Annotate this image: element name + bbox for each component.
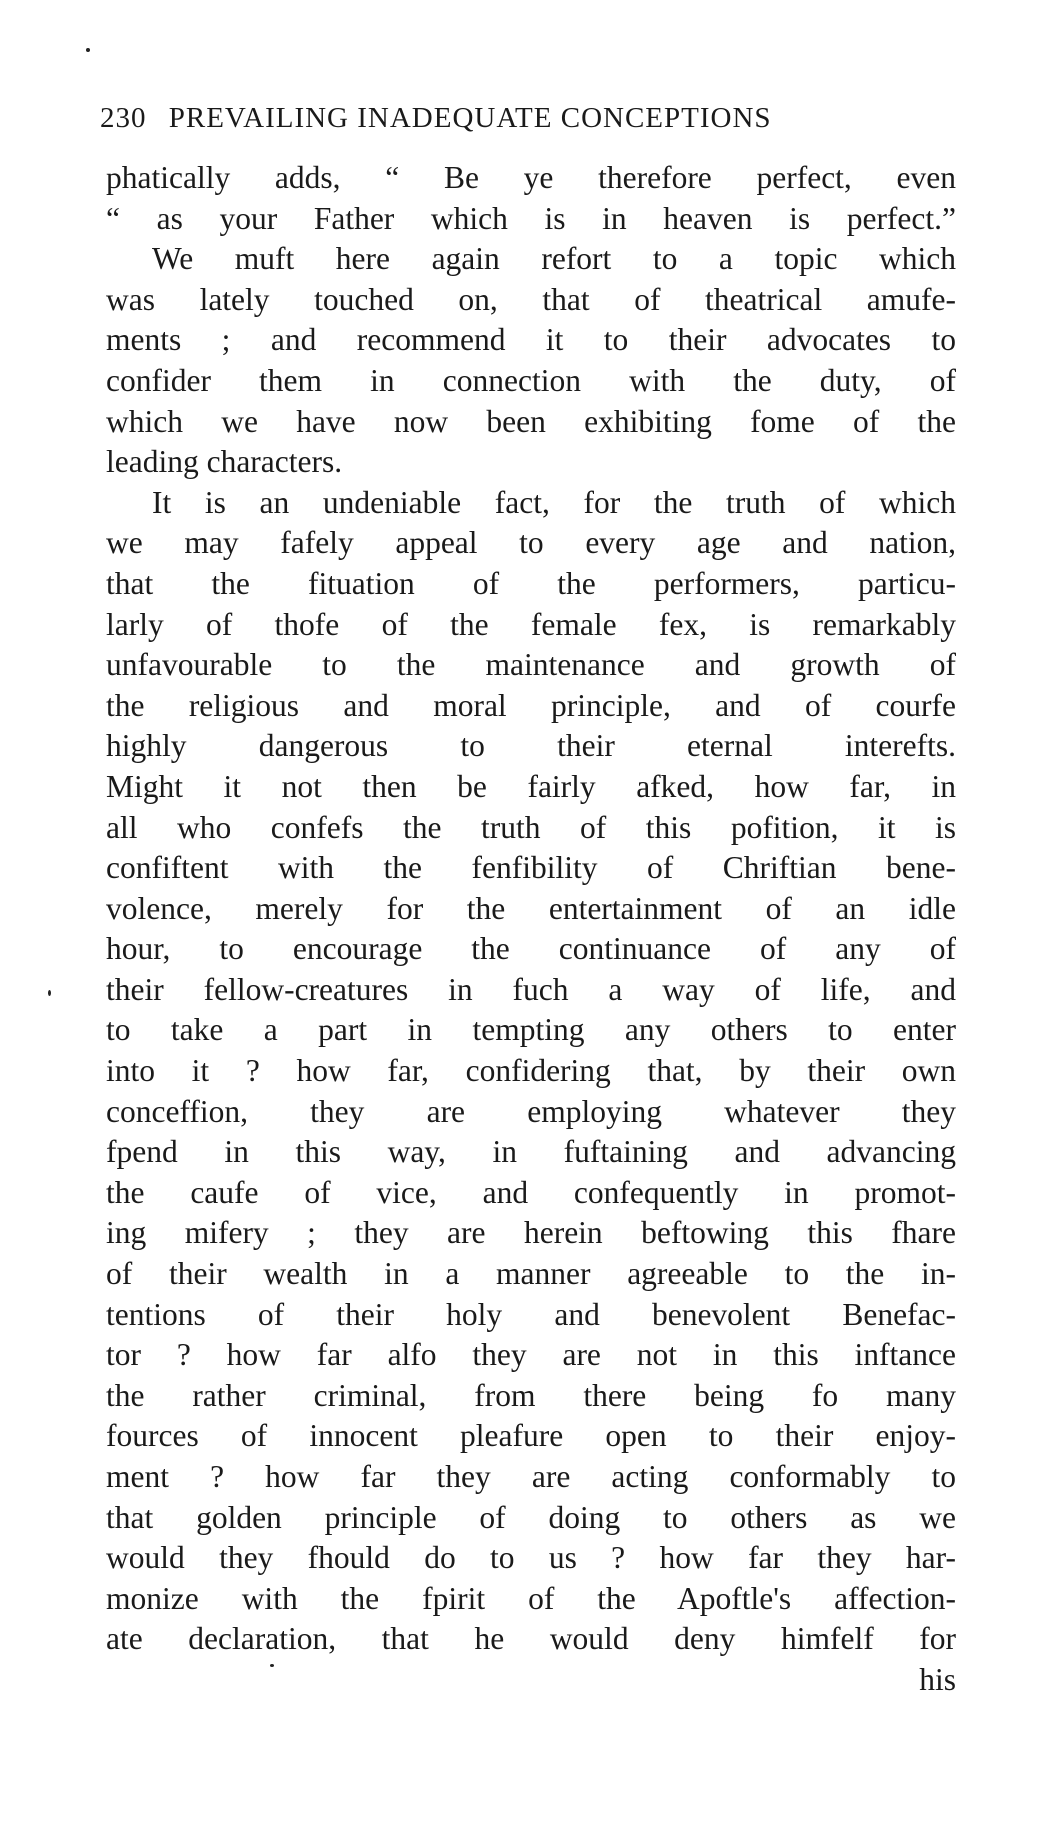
text-line: conceffion, they are employing whatever they xyxy=(106,1093,956,1129)
text-line: ment ? how far they are acting conformably to xyxy=(106,1459,956,1494)
page-number: 230 xyxy=(100,102,147,134)
text-line: the rather criminal, from there being fo many xyxy=(106,1377,956,1413)
text-line: monize with the fpirit of the Apoftle's affection- xyxy=(106,1580,956,1616)
text-line: volence, merely for the entertainment of an idle xyxy=(106,890,956,926)
running-title: PREVAILING INADEQUATE CONCEPTIONS xyxy=(168,102,772,134)
ink-speck xyxy=(48,990,51,996)
text-line: to take a part in tempting any others to enter xyxy=(106,1012,956,1048)
text-line: would they fhould do to us ? how far they har- xyxy=(106,1540,956,1576)
text-line: of their wealth in a manner agreeable to the in- xyxy=(106,1256,956,1292)
text-line: phatically adds, “ Be ye therefore perfect, even xyxy=(106,160,956,195)
text-line: tor ? how far alfo they are not in this inftance xyxy=(106,1337,956,1373)
text-line: we may fafely appeal to every age and nation, xyxy=(106,525,956,561)
text-line: larly of thofe of the female fex, is remarkably xyxy=(106,606,956,642)
text-line: the religious and moral principle, and of courfe xyxy=(106,687,956,723)
ink-speck xyxy=(86,48,90,52)
text-line: the caufe of vice, and confequently in promot- xyxy=(106,1174,956,1210)
text-line: Might it not then be fairly afked, how far, in xyxy=(106,768,956,804)
text-line: tentions of their holy and benevolent Benefac- xyxy=(106,1296,956,1332)
paragraph-first-line: We muft here again refort to a topic which xyxy=(152,241,956,277)
text-line: their fellow-creatures in fuch a way of life, and xyxy=(106,971,956,1007)
paragraph-last-line: leading characters. xyxy=(106,444,343,480)
text-line: which we have now been exhibiting fome of the xyxy=(106,403,956,439)
text-line: ate declaration, that he would deny himfelf for xyxy=(106,1621,956,1657)
page-body xyxy=(106,158,956,1701)
text-line: that the fituation of the performers, particu- xyxy=(106,565,956,601)
paragraph-first-line: It is an undeniable fact, for the truth of which xyxy=(152,484,956,520)
ink-speck xyxy=(270,1664,274,1667)
text-line: all who confefs the truth of this pofition, it is xyxy=(106,809,956,845)
text-line: fources of innocent pleafure open to their enjoy- xyxy=(106,1418,956,1454)
text-line: highly dangerous to their eternal interefts. xyxy=(106,728,956,764)
text-line: unfavourable to the maintenance and growth of xyxy=(106,647,956,683)
text-line: fpend in this way, in fuftaining and advancing xyxy=(106,1134,956,1170)
text-line: that golden principle of doing to others as we xyxy=(106,1499,956,1535)
text-line: confider them in connection with the duty, of xyxy=(106,362,956,398)
text-line: into it ? how far, confidering that, by their own xyxy=(106,1053,956,1089)
text-line: ing mifery ; they are herein beftowing this fhare xyxy=(106,1215,956,1251)
text-line: ments ; and recommend it to their advocates to xyxy=(106,322,956,358)
text-line: “ as your Father which is in heaven is perfect.” xyxy=(106,200,956,236)
text-line: hour, to encourage the continuance of any of xyxy=(106,931,956,967)
running-header xyxy=(100,98,960,138)
catchword: his xyxy=(919,1661,956,1697)
text-line: confiftent with the fenfibility of Chriftian bene- xyxy=(106,850,956,886)
text-line: was lately touched on, that of theatrical amufe- xyxy=(106,281,956,317)
